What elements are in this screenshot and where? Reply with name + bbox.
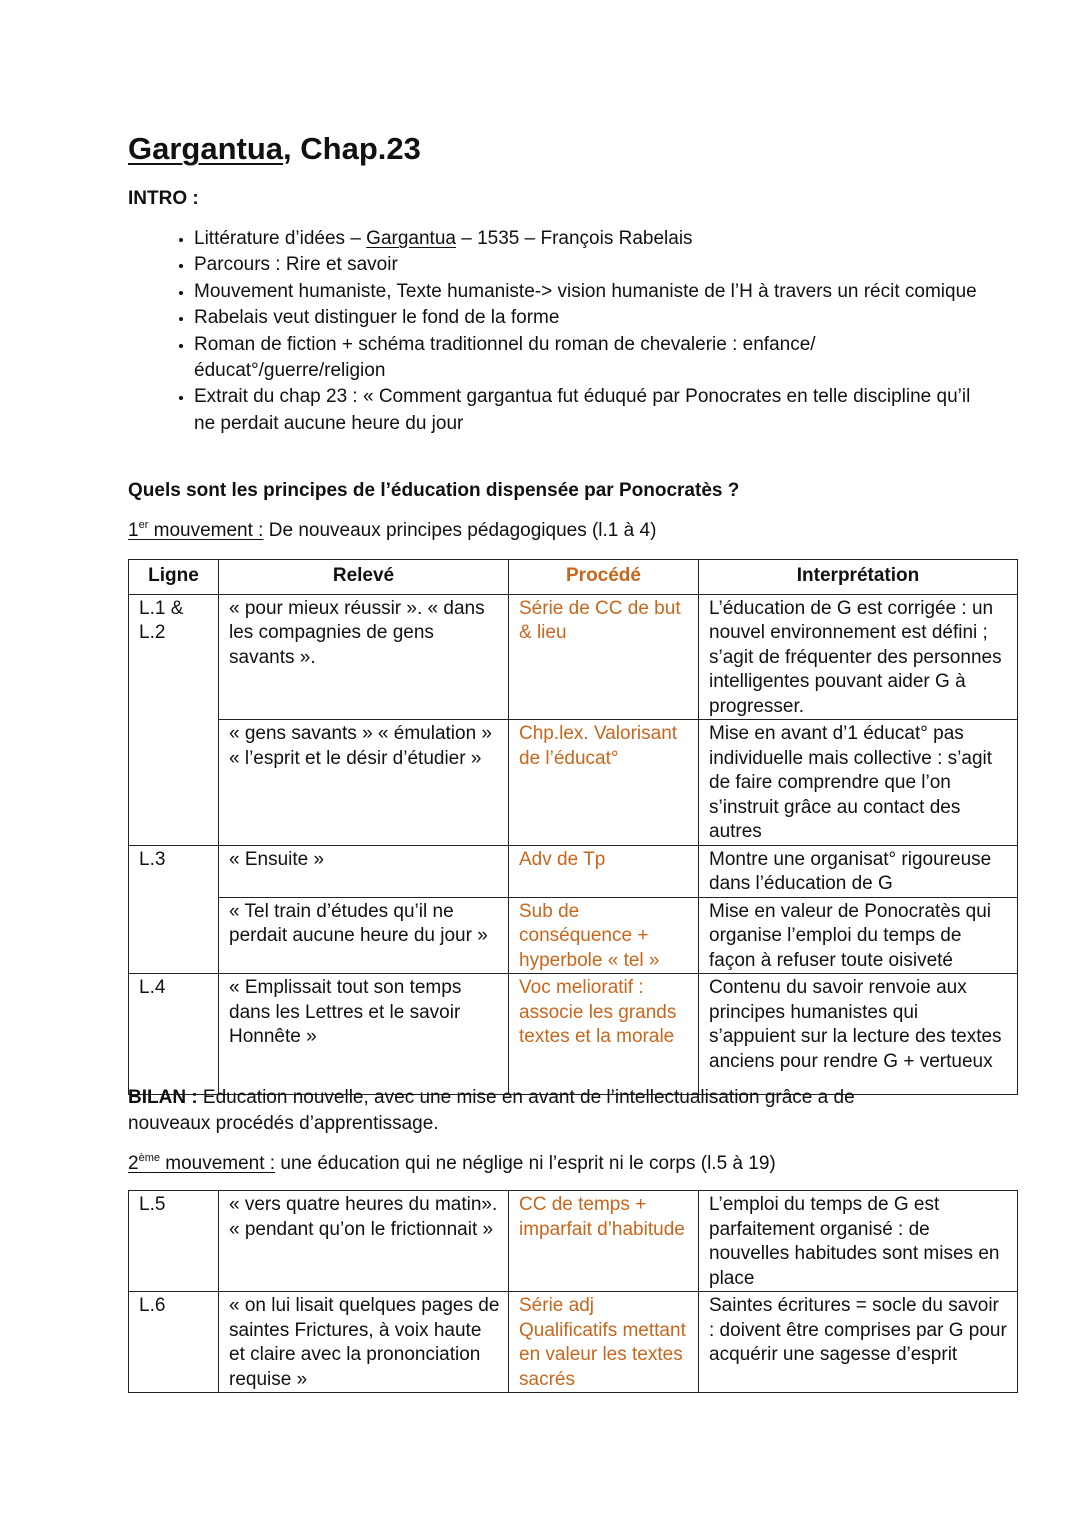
bilan-summary	[128, 1085, 928, 1138]
bullet-text: Mouvement humaniste, Texte humaniste-> vision humaniste de l’H à travers un récit comique	[194, 280, 977, 302]
bullet-item	[194, 226, 984, 252]
page-title	[128, 128, 421, 170]
ligne-cell: L.4	[129, 974, 219, 1095]
table-row	[129, 897, 1018, 974]
procede-cell: Sub de conséquence + hyperbole « tel »	[509, 897, 699, 974]
movement-1-heading	[128, 519, 656, 543]
intro-heading: INTRO :	[128, 188, 199, 209]
procede-cell: CC de temps + imparfait d’habitude	[509, 1191, 699, 1292]
analysis-table-2	[128, 1190, 1018, 1393]
table-row	[129, 1292, 1018, 1393]
table-row	[129, 720, 1018, 846]
table-row	[129, 974, 1018, 1095]
movement-description: De nouveaux principes pédagogiques (l.1 à 4)	[263, 520, 657, 541]
title-work: Gargantua	[128, 131, 284, 166]
bullet-text: Roman de fiction + schéma traditionnel du roman de chevalerie : enfance/éducat°/guerre/religion	[194, 333, 816, 382]
procede-cell: Chp.lex. Valorisant de l’éducat°	[509, 720, 699, 846]
releve-cell: « on lui lisait quelques pages de saintes Frictures, à voix haute et claire avec la prononciation requise »	[219, 1292, 509, 1393]
releve-cell: « gens savants » « émulation » « l’esprit et le désir d’étudier »	[219, 720, 509, 846]
ligne-cell: L.6	[129, 1292, 219, 1393]
table-header-row	[129, 560, 1018, 595]
interpretation-cell: Saintes écritures = socle du savoir : doivent être comprises par G pour acquérir une sagesse d’esprit	[699, 1292, 1018, 1393]
movement-description: une éducation qui ne néglige ni l’esprit ni le corps (l.5 à 19)	[275, 1153, 776, 1174]
bullet-item	[194, 332, 984, 385]
bullet-work-title: Gargantua	[366, 228, 456, 249]
bilan-label: BILAN :	[128, 1087, 198, 1108]
title-chapter: , Chap.23	[283, 131, 421, 166]
interpretation-cell: Mise en avant d’1 éducat° pas individuelle mais collective : s’agit de faire comprendre que l’on s’instruit grâce au contact des autres	[699, 720, 1018, 846]
header-procede: Procédé	[509, 560, 699, 595]
bullet-item	[194, 305, 984, 331]
bullet-text: Littérature d’idées –	[194, 228, 367, 249]
bilan-text: Education nouvelle, avec une mise en avant de l’intellectualisation grâce a de nouveaux procédés d’apprentissage.	[128, 1087, 855, 1135]
bullet-item	[194, 279, 984, 305]
interpretation-cell: Montre une organisat° rigoureuse dans l’éducation de G	[699, 845, 1018, 897]
table-row	[129, 845, 1018, 897]
bullet-text: Extrait du chap 23 : « Comment gargantua fut éduqué par Ponocrates en telle discipline qu’il ne perdait aucune heure du jour	[194, 386, 971, 434]
header-ligne: Ligne	[129, 560, 219, 595]
movement-label: 1er mouvement :	[128, 519, 264, 541]
releve-cell: « pour mieux réussir ». « dans les compagnies de gens savants ».	[219, 594, 509, 720]
procede-cell: Voc melioratif : associe les grands textes et la morale	[509, 974, 699, 1095]
procede-cell: Série de CC de but & lieu	[509, 594, 699, 720]
table-row	[129, 1191, 1018, 1292]
ligne-cell: L.5	[129, 1191, 219, 1292]
analysis-table-1	[128, 559, 1018, 1095]
releve-cell: « vers quatre heures du matin». « pendant qu’on le frictionnait »	[219, 1191, 509, 1292]
releve-cell: « Emplissait tout son temps dans les Lettres et le savoir Honnête »	[219, 974, 509, 1095]
ligne-cell: L.1 & L.2	[129, 594, 219, 845]
header-releve: Relevé	[219, 560, 509, 595]
releve-cell: « Tel train d’études qu’il ne perdait aucune heure du jour »	[219, 897, 509, 974]
interpretation-cell: Mise en valeur de Ponocratès qui organise l’emploi du temps de façon à refuser toute oisiveté	[699, 897, 1018, 974]
interpretation-cell: L’éducation de G est corrigée : un nouvel environnement est défini ; s’agit de fréquenter des personnes intelligentes pouvant aider G à progresser.	[699, 594, 1018, 720]
bullet-text: – 1535 – François Rabelais	[455, 228, 693, 249]
procede-cell: Série adj Qualificatifs mettant en valeur les textes sacrés	[509, 1292, 699, 1393]
interpretation-cell: Contenu du savoir renvoie aux principes humanistes qui s’appuient sur la lecture des textes anciens pour rendre G + vertueux	[699, 974, 1018, 1095]
interpretation-cell: L’emploi du temps de G est parfaitement organisé : de nouvelles habitudes sont mises en place	[699, 1191, 1018, 1292]
releve-cell: « Ensuite »	[219, 845, 509, 897]
ligne-cell: L.3	[129, 845, 219, 974]
movement-label: 2ème mouvement :	[128, 1152, 276, 1174]
problematic-question: Quels sont les principes de l’éducation dispensée par Ponocratès ?	[128, 480, 740, 501]
bullet-item	[194, 252, 984, 278]
bullet-text: Parcours : Rire et savoir	[194, 254, 398, 276]
bullet-text: Rabelais veut distinguer le fond de la forme	[194, 307, 560, 329]
table-row	[129, 594, 1018, 720]
movement-2-heading	[128, 1152, 776, 1176]
procede-cell: Adv de Tp	[509, 845, 699, 897]
bullet-item	[194, 384, 984, 437]
header-interpretation: Interprétation	[699, 560, 1018, 595]
intro-bullet-list	[152, 226, 984, 437]
